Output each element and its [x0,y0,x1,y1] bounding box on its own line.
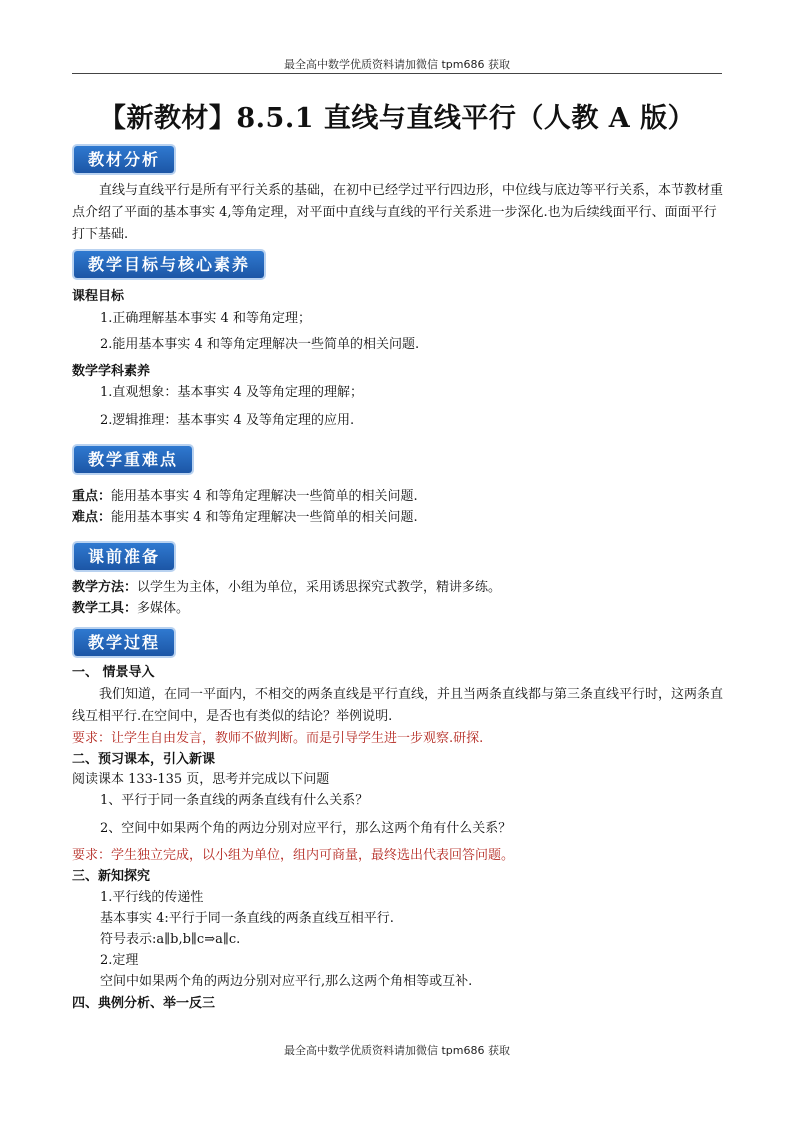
step-title-explore: 三、新知探究 [72,869,151,884]
analysis-text: 直线与直线平行是所有平行关系的基础，在初中已经学过平行四边形，中位线与底边等平行关系，本节教材重点介绍了平面的基本事实 4,等角定理，对平面中直线与直线的平行关系进一步深化.也为后续线面平行、面面平行打下基础. [72,183,724,242]
key-point-line [72,487,418,507]
course-goals-label: 课程目标 [72,289,125,304]
section-badge-keypoints: 教学重难点 [74,446,192,473]
preview-text: 阅读课本 133-135 页，思考并完成以下问题 [72,772,330,787]
difficulty-label: 难点： [72,510,112,525]
literacy-label: 数学学科素养 [72,364,151,379]
intro-text: 我们知道，在同一平面内，不相交的两条直线是平行直线，并且当两条直线都与第三条直线平行时，这两条直线互相平行.在空间中，是否也有类似的结论？举例说明. [72,687,724,724]
page-title: 【新教材】8.5.1 直线与直线平行（人教 A 版） [98,103,696,134]
teaching-method-label: 教学方法： [72,580,138,595]
teaching-tool-text: 多媒体。 [137,601,190,616]
explore-line: 符号表示:a∥b,b∥c⇒a∥c. [100,932,241,947]
explore-line: 1.平行线的传递性 [100,890,204,905]
explore-line: 2.定理 [100,953,139,968]
page-footer: 最全高中数学优质资料请加微信 tpm686 获取 [284,1044,510,1057]
preview-requirement: 要求：学生独立完成，以小组为单位，组内可商量，最终选出代表回答问题。 [72,848,515,863]
step-title-preview: 二、预习课本，引入新课 [72,752,216,767]
section-badge-process: 教学过程 [74,629,174,656]
section-badge-goals: 教学目标与核心素养 [74,251,264,278]
course-goal-item: 2.能用基本事实 4 和等角定理解决一些简单的相关问题. [100,337,420,352]
key-point-text: 能用基本事实 4 和等角定理解决一些简单的相关问题. [111,489,418,504]
teaching-method-text: 以学生为主体，小组为单位，采用诱思探究式教学，精讲多练。 [137,580,502,595]
teaching-method-line [72,578,501,598]
difficulty-line [72,508,418,528]
teaching-tool-line [72,599,189,619]
literacy-item: 1.直观想象：基本事实 4 及等角定理的理解； [100,385,363,400]
intro-requirement: 要求：让学生自由发言，教师不做判断。而是引导学生进一步观察.研探. [72,731,484,746]
explore-line: 空间中如果两个角的两边分别对应平行,那么这两个角相等或互补. [100,974,473,989]
header-divider [72,73,722,74]
key-point-label: 重点： [72,489,112,504]
preview-question: 2、空间中如果两个角的两边分别对应平行，那么这两个角有什么关系？ [100,821,512,836]
literacy-item: 2.逻辑推理：基本事实 4 及等角定理的应用. [100,413,355,428]
step-title-intro: 一、 情景导入 [72,665,155,680]
course-goal-item: 1.正确理解基本事实 4 和等角定理； [100,311,311,326]
explore-line: 基本事实 4:平行于同一条直线的两条直线互相平行. [100,911,394,926]
teaching-tool-label: 教学工具： [72,601,138,616]
section-badge-analysis: 教材分析 [74,146,174,173]
preview-question: 1、平行于同一条直线的两条直线有什么关系？ [100,793,369,808]
page-header: 最全高中数学优质资料请加微信 tpm686 获取 [284,58,510,71]
section-badge-prep: 课前准备 [74,543,174,570]
difficulty-text: 能用基本事实 4 和等角定理解决一些简单的相关问题. [111,510,418,525]
step-title-examples: 四、典例分析、举一反三 [72,996,216,1011]
